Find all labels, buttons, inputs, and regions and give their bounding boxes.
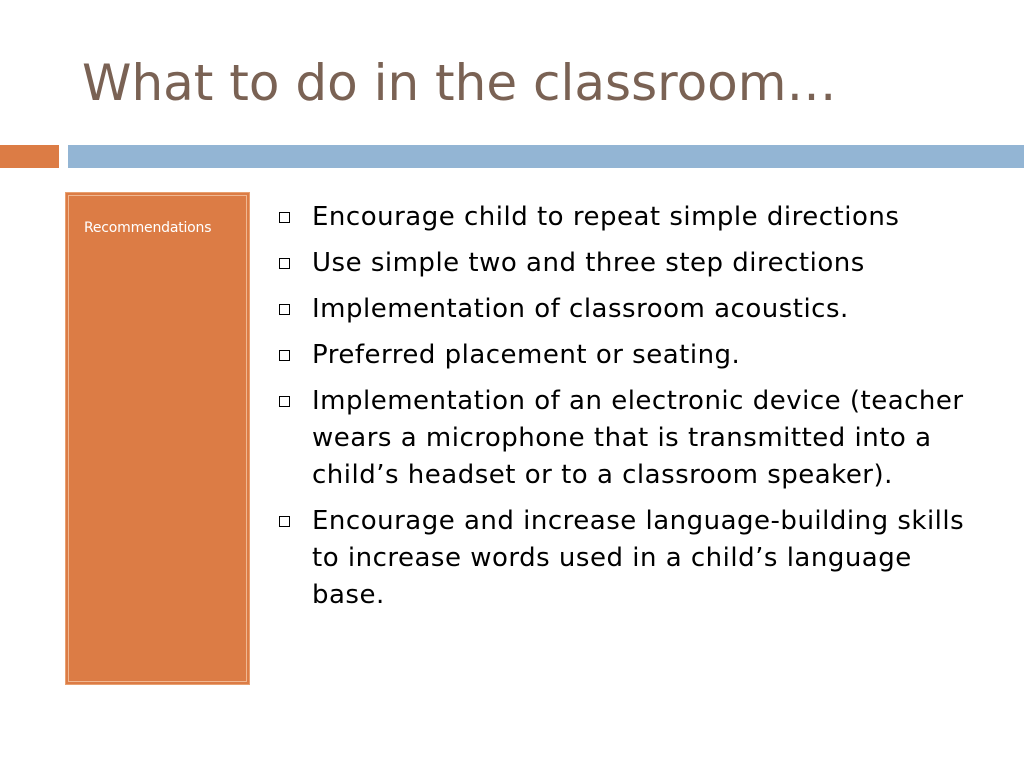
hollow-square-bullet-icon (279, 396, 290, 407)
list-item (276, 199, 988, 236)
list-item (276, 383, 988, 494)
bullet-list (276, 199, 988, 623)
slide-title: What to do in the classroom… (82, 54, 837, 112)
sidebar-label: Recommendations (84, 220, 212, 236)
recommendations-sidebar (65, 192, 250, 685)
bullet-text: Encourage child to repeat simple directions (312, 202, 900, 232)
list-item (276, 503, 988, 614)
hollow-square-bullet-icon (279, 258, 290, 269)
hollow-square-bullet-icon (279, 304, 290, 315)
hollow-square-bullet-icon (279, 516, 290, 527)
accent-bar-blue (68, 145, 1024, 168)
list-item (276, 291, 988, 328)
bullet-text: Implementation of an electronic device (teacher wears a microphone that is transmitted into a child’s headset or to a classroom speaker). (312, 386, 964, 490)
list-item (276, 337, 988, 374)
list-item (276, 245, 988, 282)
bullet-text: Use simple two and three step directions (312, 248, 865, 278)
hollow-square-bullet-icon (279, 350, 290, 361)
bullet-text: Encourage and increase language-building skills to increase words used in a child’s language base. (312, 506, 965, 610)
bullet-text: Implementation of classroom acoustics. (312, 294, 849, 324)
bullet-text: Preferred placement or seating. (312, 340, 741, 370)
hollow-square-bullet-icon (279, 212, 290, 223)
accent-bar-orange (0, 145, 59, 168)
